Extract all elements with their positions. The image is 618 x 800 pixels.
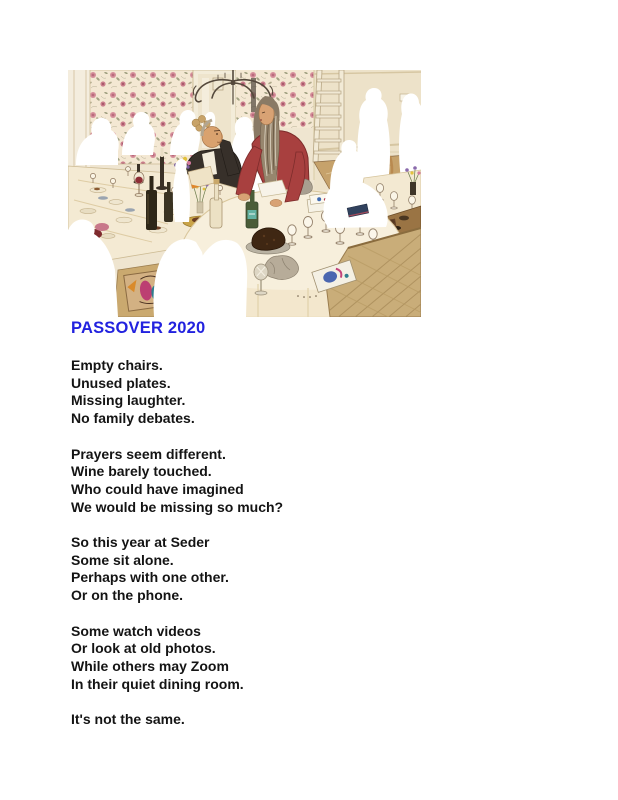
poem-line: Prayers seem different.	[71, 445, 226, 462]
poem-line: Some sit alone.	[71, 551, 174, 568]
poem-line: While others may Zoom	[71, 657, 229, 674]
poem-line: No family debates.	[71, 410, 195, 427]
poem-line: Or on the phone.	[71, 587, 183, 604]
poem-line: Or look at old photos.	[71, 640, 216, 657]
seder-photo-illustration	[68, 70, 421, 317]
poem-line: Unused plates.	[71, 374, 171, 391]
crumpled-napkin	[264, 256, 299, 280]
poem-line: Empty chairs.	[71, 357, 163, 373]
poem-stanza-3	[71, 534, 283, 605]
poem-line: So this year at Seder	[71, 534, 210, 550]
poem-line: In their quiet dining room.	[71, 675, 244, 692]
poem-line: Some watch videos	[71, 622, 201, 639]
poem-line: It's not the same.	[71, 711, 185, 727]
poem-line: Wine barely touched.	[71, 463, 212, 480]
poem-line: Perhaps with one other.	[71, 569, 229, 586]
poem-line: We would be missing so much?	[71, 498, 284, 515]
poem-line: Who could have imagined	[71, 480, 244, 497]
poem-title: PASSOVER 2020	[71, 319, 206, 337]
poem-line: Missing laughter.	[71, 392, 186, 409]
seder-photo	[68, 70, 421, 317]
poem	[71, 357, 283, 746]
poem-stanza-4	[71, 623, 283, 694]
poem-stanza-1	[71, 357, 283, 428]
poem-stanza-2	[71, 446, 283, 517]
poem-stanza-5	[71, 711, 283, 729]
